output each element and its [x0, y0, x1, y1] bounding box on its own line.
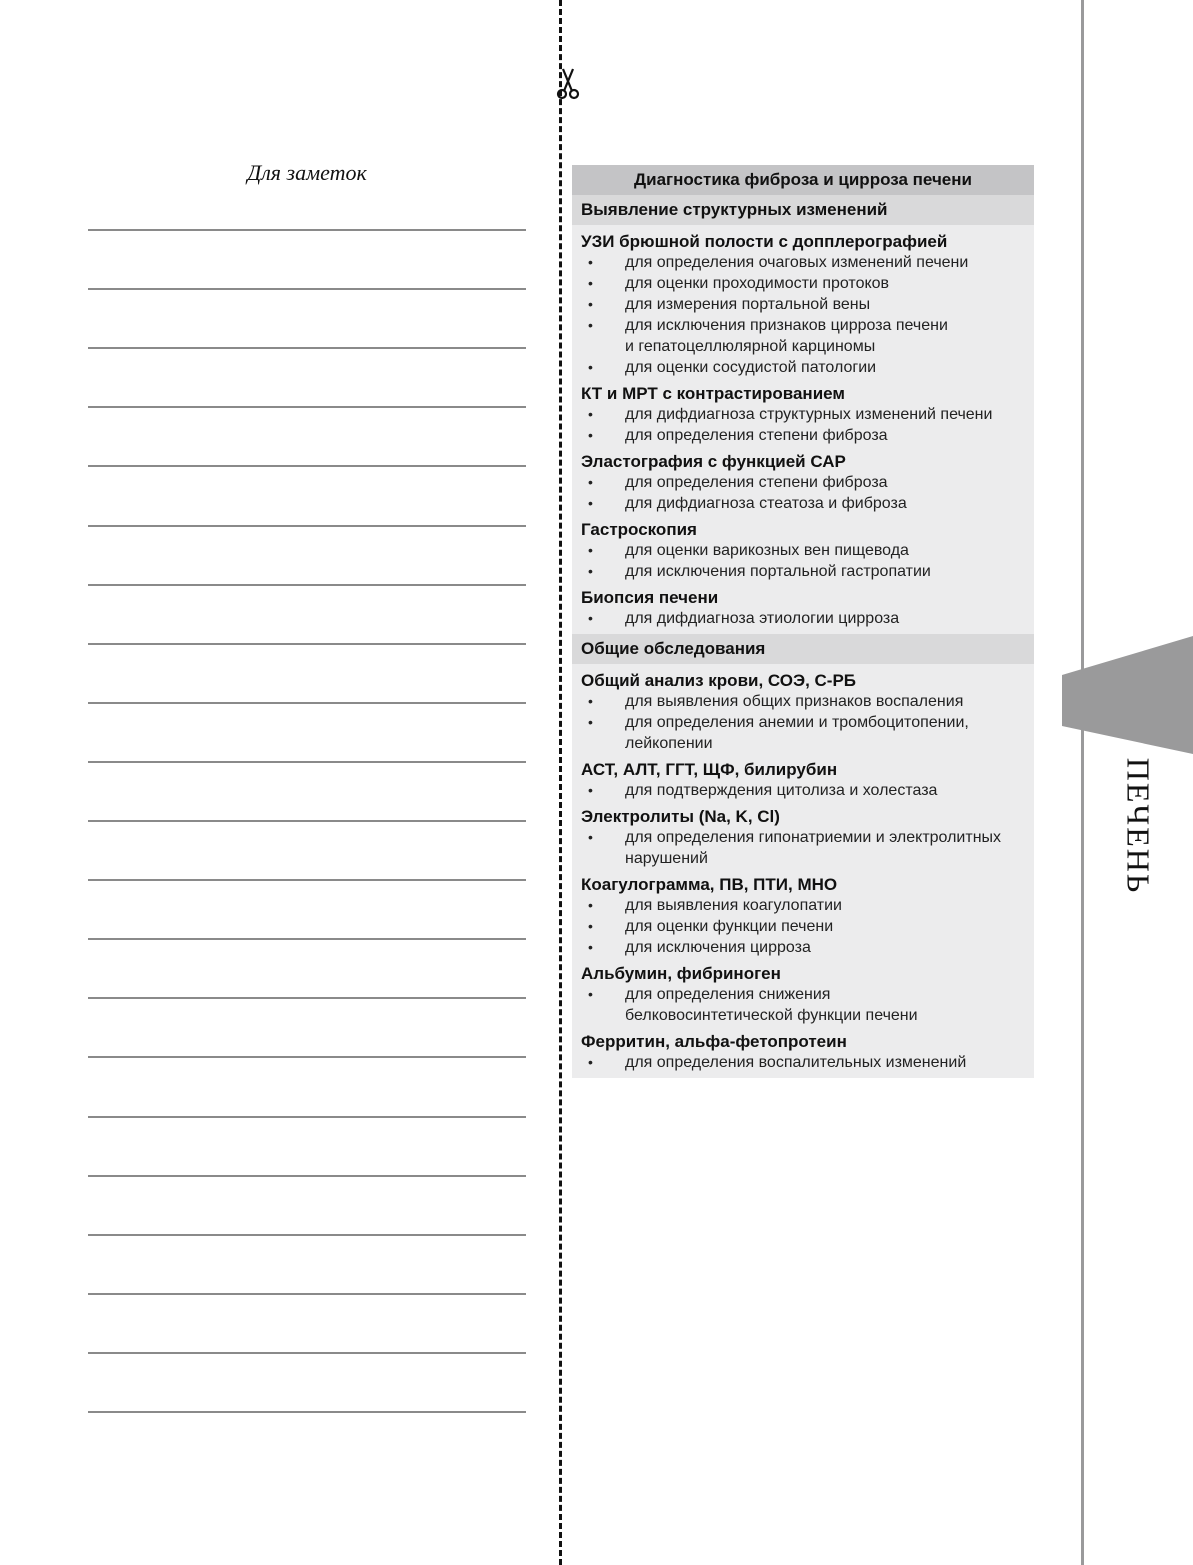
- test-name: Коагулограмма, ПВ, ПТИ, МНО: [581, 875, 838, 894]
- purpose-text: для определения степени фиброза: [625, 427, 888, 444]
- purpose-text: для дифдиагноза структурных изменений печени: [625, 406, 993, 423]
- test-name: Гастроскопия: [581, 520, 697, 539]
- note-line: [88, 1234, 526, 1236]
- purpose-text: для определения воспалительных изменений: [625, 1054, 967, 1071]
- purpose-text: для исключения признаков цирроза печени: [625, 317, 948, 334]
- purpose-text: для подтверждения цитолиза и холестаза: [625, 782, 938, 799]
- note-line: [88, 1352, 526, 1354]
- purpose-text: для измерения портальной вены: [625, 296, 871, 313]
- purpose-item: [572, 294, 1034, 315]
- bullet-icon: •: [588, 542, 593, 558]
- bullet-icon: •: [588, 610, 593, 626]
- section-header: Общие обследования: [572, 634, 1034, 664]
- purpose-text: для определения анемии и тромбоцитопении,: [625, 714, 969, 731]
- bullet-icon: •: [588, 254, 593, 270]
- bullet-icon: •: [588, 427, 593, 443]
- test-group: [572, 759, 1034, 801]
- bullet-icon: •: [588, 296, 593, 312]
- purpose-text: для исключения цирроза: [625, 939, 811, 956]
- purpose-item: [572, 712, 1034, 733]
- purpose-item: [572, 848, 1034, 869]
- note-line: [88, 584, 526, 586]
- test-group: [572, 806, 1034, 869]
- test-group: [572, 587, 1034, 629]
- note-line: [88, 761, 526, 763]
- bullet-icon: •: [588, 829, 593, 845]
- purpose-text: для оценки варикозных вен пищевода: [625, 542, 909, 559]
- table-sections: [572, 195, 1034, 1078]
- test-name: Общий анализ крови, СОЭ, С-РБ: [581, 671, 857, 690]
- purpose-text: для дифдиагноза этиологии цирроза: [625, 610, 900, 627]
- bullet-icon: •: [588, 563, 593, 579]
- bullet-icon: •: [588, 359, 593, 375]
- purpose-text: для выявления коагулопатии: [625, 897, 842, 914]
- note-line: [88, 643, 526, 645]
- purpose-item: [572, 1005, 1034, 1026]
- notes-title: Для заметок: [247, 160, 367, 185]
- bullet-icon: •: [588, 693, 593, 709]
- note-line: [88, 938, 526, 940]
- test-name: Ферритин, альфа-фетопротеин: [581, 1032, 847, 1051]
- purpose-text: для определения снижения: [625, 986, 831, 1003]
- test-name: КТ и МРТ с контрастированием: [581, 384, 845, 403]
- bullet-icon: •: [588, 782, 593, 798]
- note-line: [88, 406, 526, 408]
- purpose-item: [572, 691, 1034, 712]
- purpose-text: лейкопении: [625, 735, 713, 752]
- test-group: [572, 670, 1034, 754]
- section-tab-marker: [1062, 636, 1193, 754]
- purpose-text: для определения гипонатриемии и электролитных: [625, 829, 1002, 846]
- bullet-icon: •: [588, 1054, 593, 1070]
- bullet-icon: •: [588, 275, 593, 291]
- note-line: [88, 879, 526, 881]
- test-group: [572, 383, 1034, 446]
- test-group: [572, 519, 1034, 582]
- bullet-icon: •: [588, 317, 593, 333]
- note-line: [88, 820, 526, 822]
- section-body: [572, 225, 1034, 634]
- test-name: Альбумин, фибриноген: [581, 964, 781, 983]
- note-line: [88, 288, 526, 290]
- bullet-icon: •: [588, 406, 593, 422]
- purpose-item: [572, 252, 1034, 273]
- purpose-item: [572, 916, 1034, 937]
- cut-line: [559, 0, 562, 1565]
- note-line: [88, 1411, 526, 1413]
- test-group: [572, 874, 1034, 958]
- purpose-item: [572, 733, 1034, 754]
- purpose-item: [572, 540, 1034, 561]
- note-line: [88, 702, 526, 704]
- purpose-item: [572, 425, 1034, 446]
- test-name: Эластография с функцией САР: [581, 452, 846, 471]
- purpose-item: [572, 273, 1034, 294]
- section-body: [572, 664, 1034, 1078]
- purpose-item: [572, 472, 1034, 493]
- table-title: Диагностика фиброза и цирроза печени: [572, 165, 1034, 195]
- purpose-text: для оценки сосудистой патологии: [625, 359, 877, 376]
- test-name: Биопсия печени: [581, 588, 719, 607]
- purpose-item: [572, 780, 1034, 801]
- scissors-icon: [553, 66, 583, 100]
- purpose-text: и гепатоцеллюлярной карциномы: [625, 338, 876, 355]
- note-line: [88, 347, 526, 349]
- purpose-text: для выявления общих признаков воспаления: [625, 693, 964, 710]
- purpose-text: для оценки проходимости протоков: [625, 275, 890, 292]
- purpose-item: [572, 357, 1034, 378]
- bullet-icon: •: [588, 918, 593, 934]
- purpose-item: [572, 336, 1034, 357]
- test-group: [572, 1031, 1034, 1073]
- note-line: [88, 229, 526, 231]
- purpose-text: для определения очаговых изменений печени: [625, 254, 969, 271]
- purpose-text: для исключения портальной гастропатии: [625, 563, 931, 580]
- purpose-item: [572, 984, 1034, 1005]
- note-line: [88, 465, 526, 467]
- diagnostics-table: [572, 165, 1034, 1078]
- test-group: [572, 231, 1034, 378]
- note-line: [88, 525, 526, 527]
- note-line: [88, 1293, 526, 1295]
- purpose-item: [572, 895, 1034, 916]
- test-name: АСТ, АЛТ, ГГТ, ЩФ, билирубин: [581, 760, 838, 779]
- purpose-item: [572, 1052, 1034, 1073]
- purpose-item: [572, 493, 1034, 514]
- purpose-item: [572, 608, 1034, 629]
- purpose-item: [572, 315, 1034, 336]
- note-line: [88, 1175, 526, 1177]
- test-name: Электролиты (Na, K, Cl): [581, 807, 780, 826]
- purpose-item: [572, 827, 1034, 848]
- purpose-text: для оценки функции печени: [625, 918, 834, 935]
- test-name: УЗИ брюшной полости с допплерографией: [581, 232, 948, 251]
- purpose-text: нарушений: [625, 850, 708, 867]
- note-line: [88, 997, 526, 999]
- bullet-icon: •: [588, 939, 593, 955]
- note-line: [88, 1056, 526, 1058]
- section-header: Выявление структурных изменений: [572, 195, 1034, 225]
- section-tab-label: ПЕЧЕНЬ: [1120, 757, 1157, 895]
- purpose-text: для дифдиагноза стеатоза и фиброза: [625, 495, 907, 512]
- purpose-item: [572, 561, 1034, 582]
- purpose-item: [572, 937, 1034, 958]
- test-group: [572, 451, 1034, 514]
- purpose-item: [572, 404, 1034, 425]
- bullet-icon: •: [588, 897, 593, 913]
- bullet-icon: •: [588, 986, 593, 1002]
- bullet-icon: •: [588, 495, 593, 511]
- note-line: [88, 1116, 526, 1118]
- page-edge-line: [1081, 0, 1084, 1565]
- test-group: [572, 963, 1034, 1026]
- purpose-text: для определения степени фиброза: [625, 474, 888, 491]
- bullet-icon: •: [588, 474, 593, 490]
- purpose-text: белковосинтетической функции печени: [625, 1007, 918, 1024]
- bullet-icon: •: [588, 714, 593, 730]
